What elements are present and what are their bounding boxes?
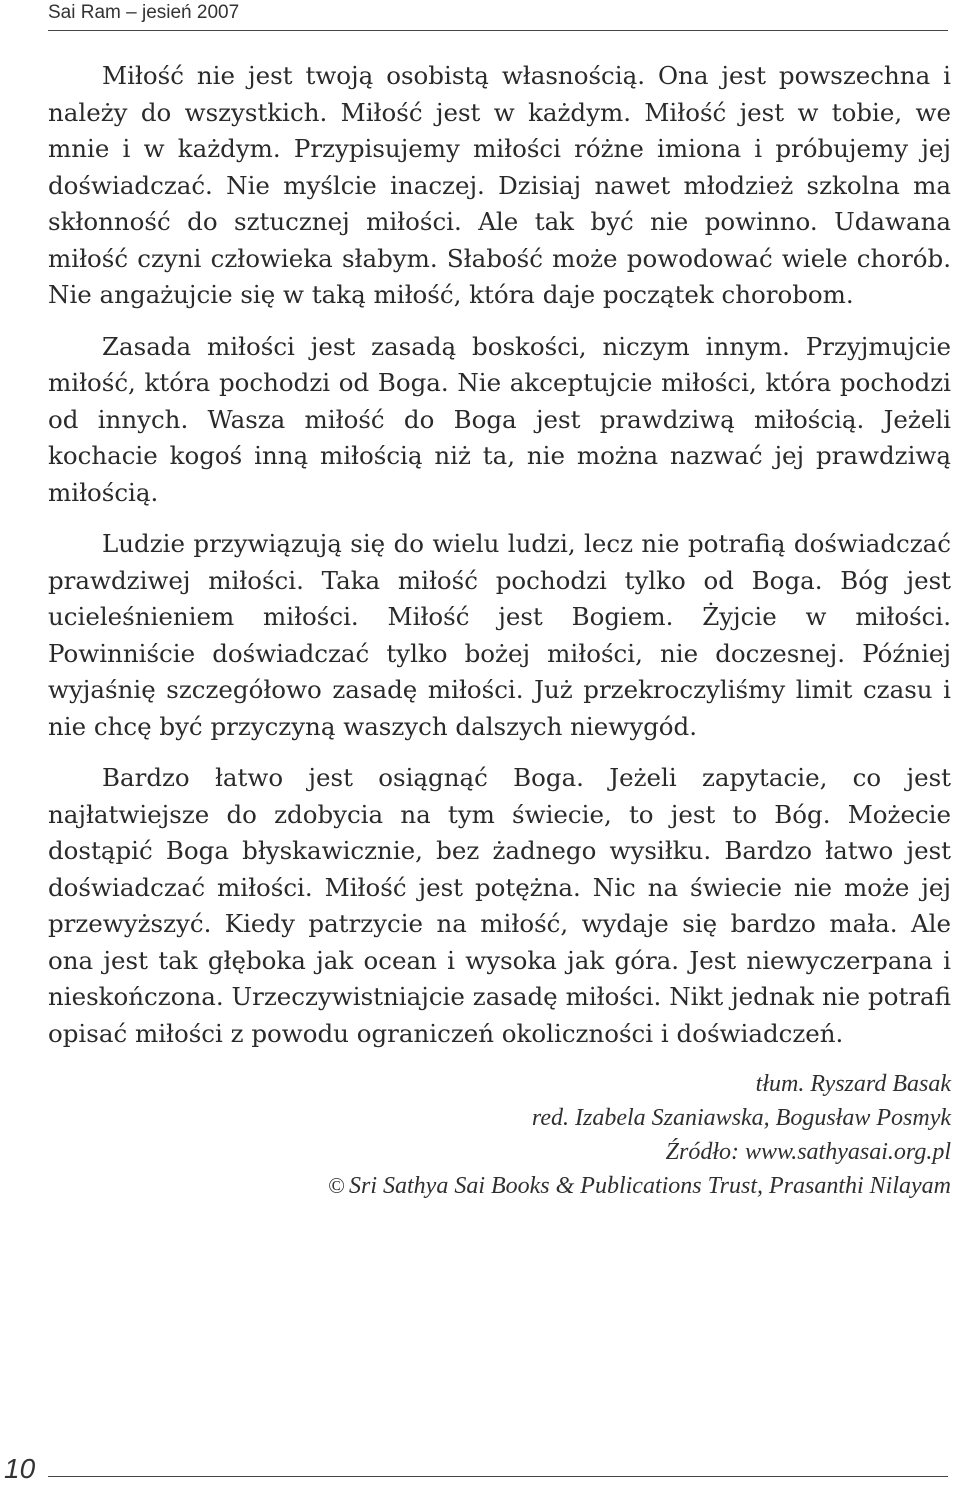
paragraph-3: Ludzie przywiązują się do wielu ludzi, lecz nie potrafią doświadczać prawdziwej miłości. Taka miłość pochodzi tylko od Boga. Bóg jest ucieleśnieniem miłości. Miłość jest Bogiem. Żyjcie w miłości. Powinniście doświadczać tylko bożej miłości, nie doczesnej. Później wyjaśnię szczegółowo zasadę miłości. Już przekroczyliśmy limit czasu i nie chcę być przyczyną waszych dalszych niewygód. — [48, 529, 951, 741]
header-rule — [48, 30, 948, 31]
paragraph-2: Zasada miłości jest zasadą boskości, niczym innym. Przyjmujcie miłość, która pochodzi od Boga. Nie akceptujcie miłości, która pochodzi od innych. Wasza miłość do Boga jest prawdziwą miłością. Jeżeli kochacie kogoś inną miłością niż ta, nie można nazwać jej prawdziwą miłością. — [48, 331, 951, 507]
paragraph-1: Miłość nie jest twoją osobistą własnością. Ona jest powszechna i należy do wszystkich. Miłość jest w każdym. Miłość jest w tobie, we mnie i w każdym. Przypisujemy miłości różne imiona i próbujemy jej doświadczać. Nie myślcie inaczej. Dzisiaj nawet młodzież szkolna ma skłonność do sztucznej miłości. Ale tak być nie powinno. Udawana miłość czyni człowieka słabym. Słabość może powodować wiele chorób. Nie angażujcie się w taką miłość, która daje początek chorobom. — [48, 61, 951, 309]
footer-rule — [48, 1476, 948, 1477]
copyright-line — [48, 1169, 951, 1203]
running-header: Sai Ram – jesień 2007 — [48, 2, 240, 23]
page-number: 10 — [4, 1453, 36, 1484]
copyright-text: Sri Sathya Sai Books & Publications Trust, Prasanthi Nilayam — [348, 1173, 951, 1199]
paragraph-4: Bardzo łatwo jest osiągnąć Boga. Jeżeli zapytacie, co jest najłatwiejsze do zdobycia na tym świecie, to jest to Bóg. Możecie dostąpić Boga błyskawicznie, bez żadnego wysiłku. Bardzo łatwo jest doświadczać miłości. Miłość jest potężna. Nic na świecie nie może jej przewyższyć. Kiedy patrzycie na miłość, wydaje się bardzo mała. Ale ona jest tak głęboka jak ocean i wysoka jak góra. Jest niewyczerpana i nieskończona. Urzeczywistniajcie zasadę miłości. Nikt jednak nie potrafi opisać miłości z powodu ograniczeń okoliczności i doświadczeń. — [48, 763, 951, 1048]
copyright-icon: © — [328, 1173, 345, 1198]
translator-credit: tłum. Ryszard Basak — [755, 1071, 951, 1097]
source-credit: Źródło: www.sathyasai.org.pl — [665, 1139, 951, 1165]
article-body — [48, 58, 951, 1203]
credits-block — [48, 1067, 951, 1203]
editors-credit: red. Izabela Szaniawska, Bogusław Posmyk — [531, 1105, 951, 1131]
